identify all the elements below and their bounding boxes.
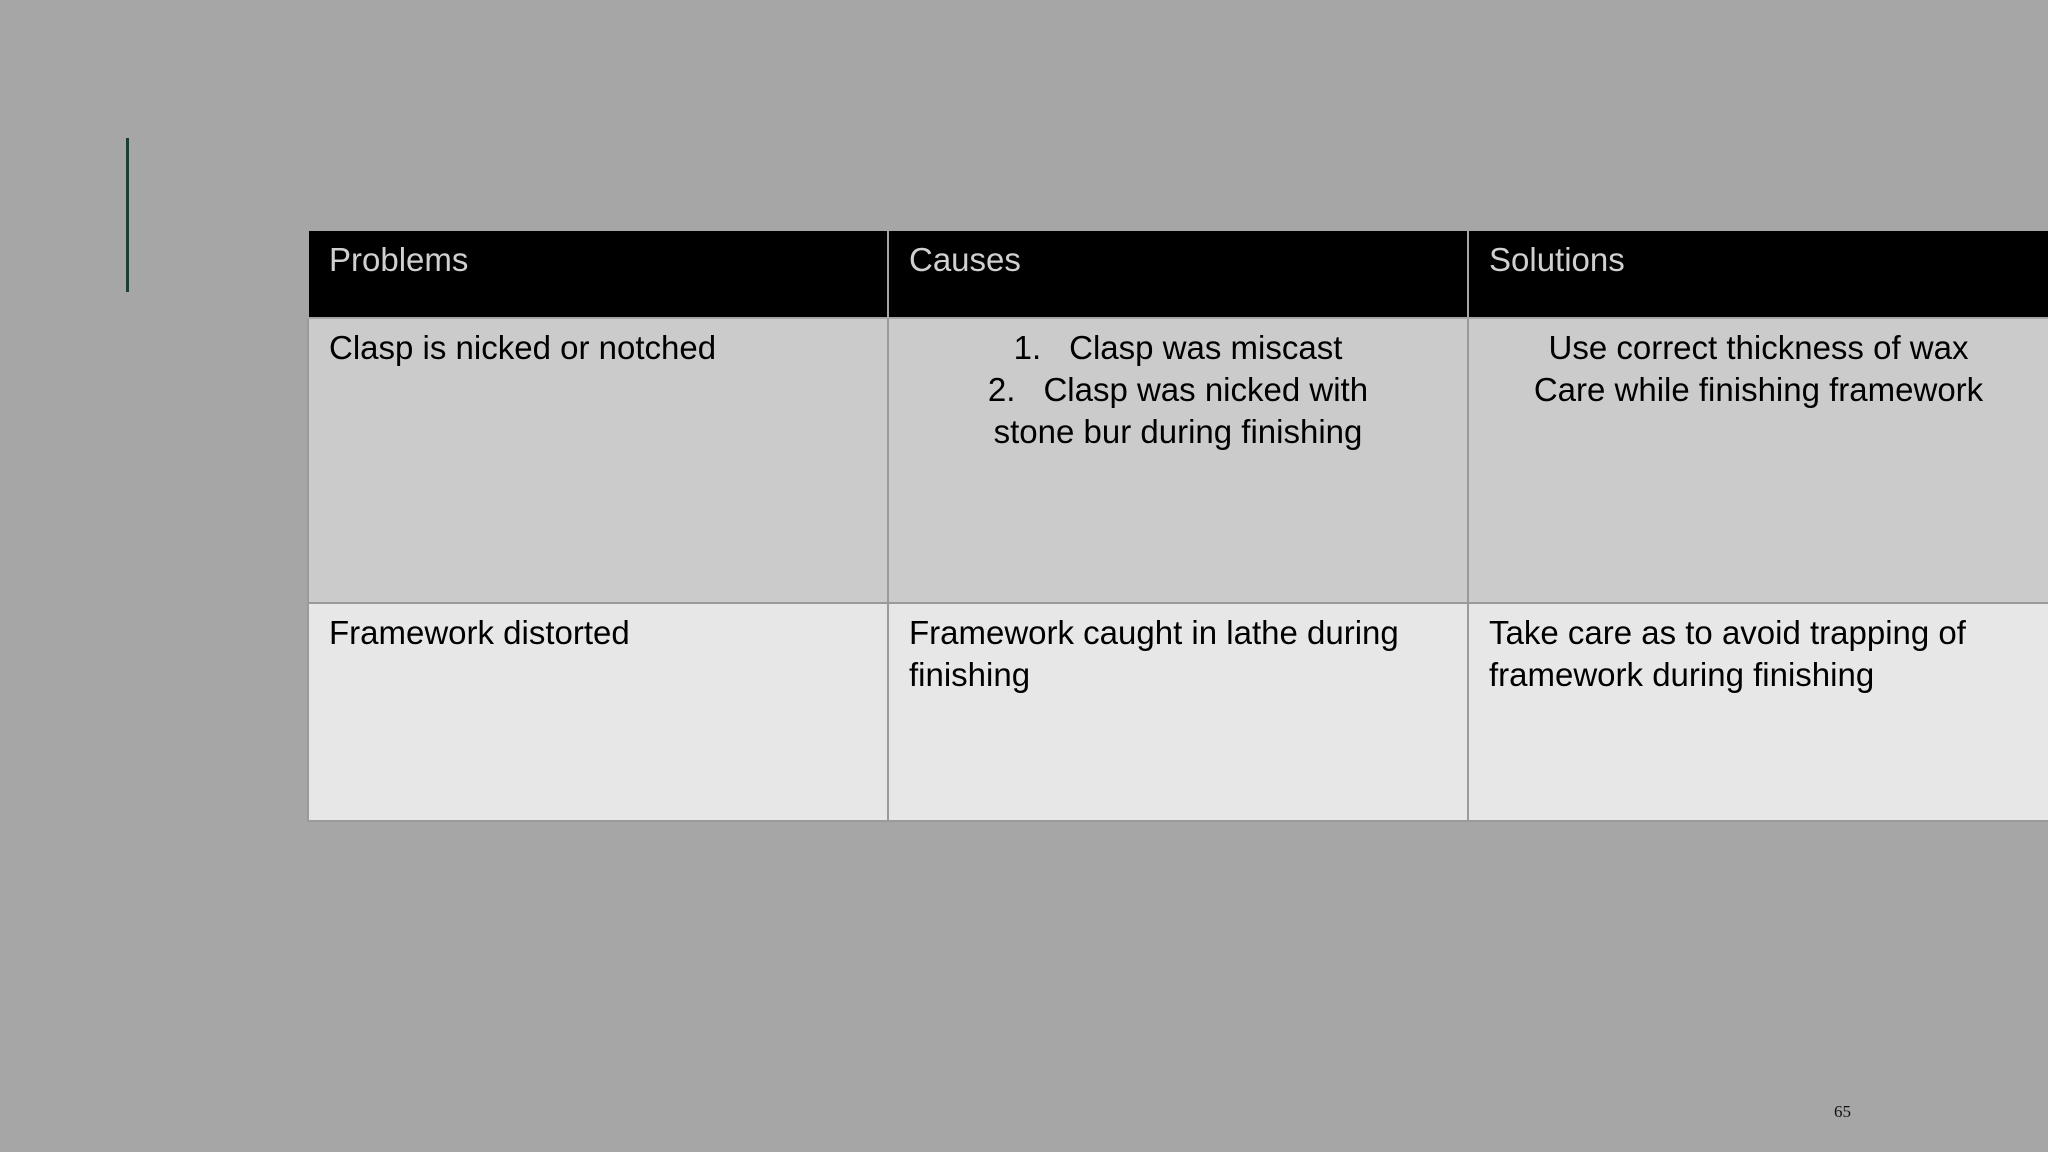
list-number: 2.	[987, 371, 1016, 408]
solutions-cell: Take care as to avoid trapping of framework during finishing	[1468, 603, 2048, 821]
list-number: 1.	[1013, 329, 1042, 366]
causes-cell	[888, 318, 1468, 603]
problem-cell: Framework distorted	[308, 603, 888, 821]
page-number: 65	[1834, 1102, 1851, 1121]
causes-list	[909, 327, 1447, 453]
solution-line: Care while finishing framework	[1533, 371, 1984, 408]
table-row	[308, 318, 2048, 603]
causes-cell: Framework caught in lathe during finishing	[888, 603, 1468, 821]
problems-causes-solutions-table	[307, 229, 2048, 822]
header-solutions: Solutions	[1468, 230, 2048, 318]
list-text: Clasp was nicked with stone bur during finishing	[993, 371, 1369, 450]
list-item	[909, 369, 1447, 453]
accent-bar	[126, 138, 129, 292]
problem-cell: Clasp is nicked or notched	[308, 318, 888, 603]
table-header-row	[308, 230, 2048, 318]
list-text: Clasp was miscast	[1069, 329, 1343, 366]
solution-line: Use correct thickness of wax	[1548, 329, 1969, 366]
header-causes: Causes	[888, 230, 1468, 318]
solutions-cell	[1468, 318, 2048, 603]
header-problems: Problems	[308, 230, 888, 318]
table-row	[308, 603, 2048, 821]
list-item	[909, 327, 1447, 369]
